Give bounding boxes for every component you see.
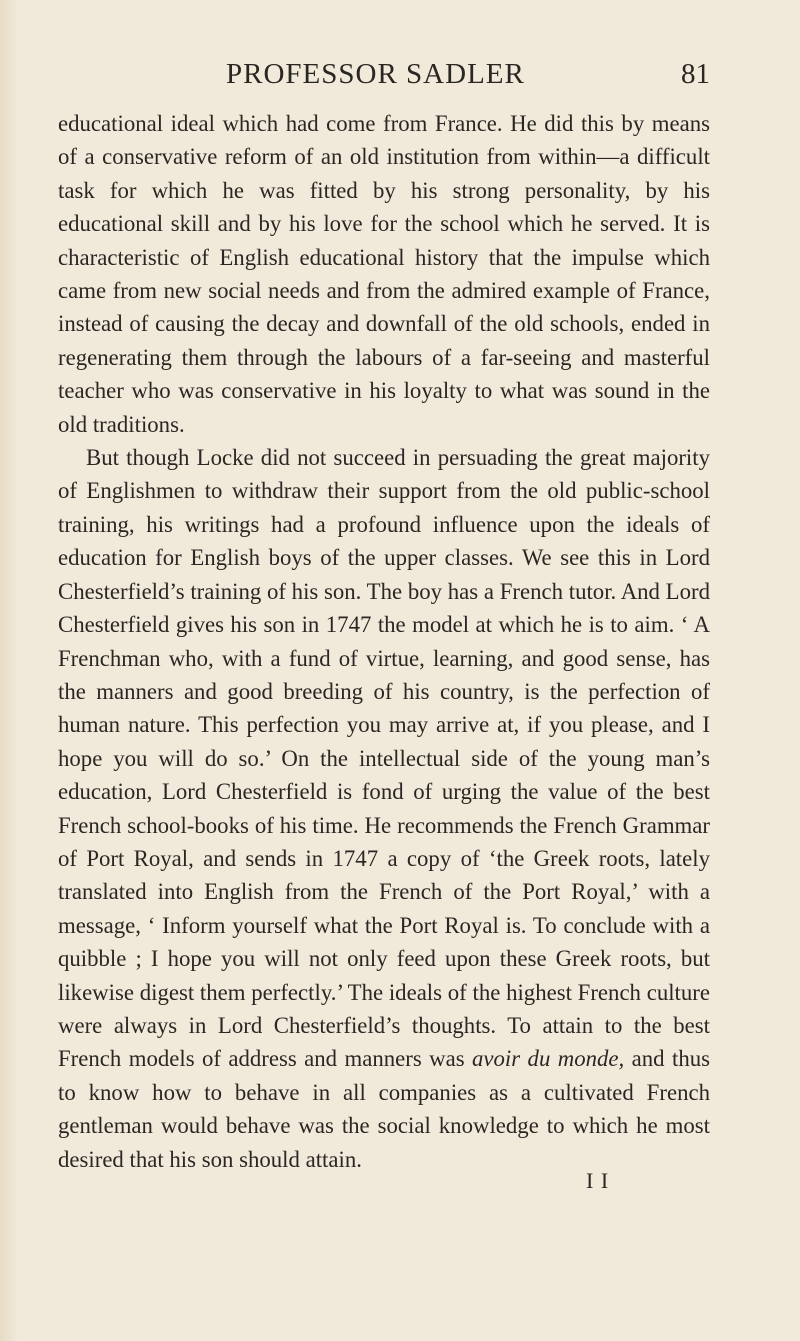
page-header [200,58,710,98]
paragraph [58,441,710,1176]
italic-phrase: avoir du monde, [472,1046,625,1072]
signature-mark: I I [586,1168,610,1193]
running-head: PROFESSOR SADLER [226,58,525,90]
paragraph-text: and thus to know how to behave in all companies as a cultivated French gentleman would behave was the social knowledge to which he most desired that his son should attain. [58,1046,710,1172]
page-number: 81 [681,58,710,90]
body-text [58,107,710,1176]
paragraph-text: But though Locke did not succeed in persuading the great majority of Englishmen to withdraw their support from the old public-school training, his writings had a profound influence upon the ideals of education for English boys of the upper classes. We see this in Lord Chesterfield’s training of his son. The boy has a French tutor. And Lord Chesterfield gives his son in 1747 the model at which he is to aim. ‘ A Frenchman who, with a fund of virtue, learning, and good sense, has the manners and good breeding of his country, is the perfection of human nature. This perfection you may arrive at, if you please, and I hope you will do so.’ On the intellectual side of the young man’s education, Lord Chesterfield is fond of urging the value of the best French school-books of his time. He recommends the French Grammar of Port Royal, and sends in 1747 a copy of ‘the Greek roots, lately translated into English from the French of the Port Royal,’ with a message, ‘ Inform yourself what the Port Royal is. To conclude with a quibble ; I hope you will not only feed upon these Greek roots, but likewise digest them perfectly.’ The ideals of the highest French culture were always in Lord Chesterfield’s thoughts. To attain to the best French models of address and manners was [58,445,710,1072]
page-edge-shadow [0,0,18,1341]
paragraph: educational ideal which had come from France. He did this by means of a conservative reform of an old institution from within—a difficult task for which he was fitted by his strong personality, by his educational skill and by his love for the school which he served. It is characteristic of English educational history that the impulse which came from new social needs and from the admired example of France, instead of causing the decay and downfall of the old schools, ended in regenerating them through the labours of a far-seeing and masterful teacher who was conservative in his loyalty to what was sound in the old traditions. [58,111,710,437]
